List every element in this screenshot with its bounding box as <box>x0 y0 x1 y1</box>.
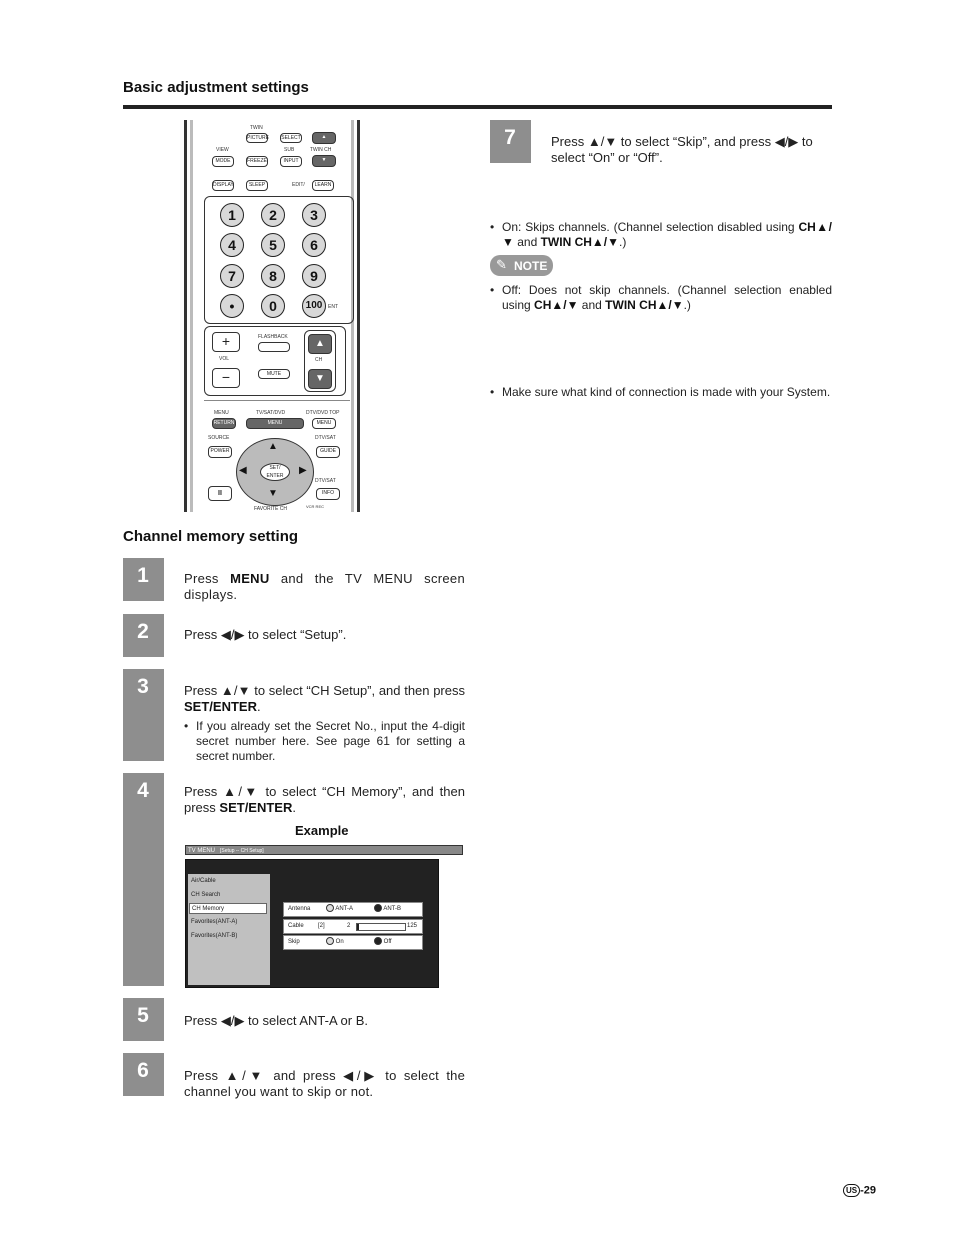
step-2-bar <box>123 614 164 657</box>
tv-menu-body <box>185 859 439 988</box>
remote-label-twin-ch: TWIN CH <box>310 147 332 153</box>
remote-label-source: SOURCE <box>208 435 230 441</box>
region-badge: US <box>843 1184 860 1197</box>
tv-menu-antenna-row[interactable]: Antenna ANT-A ANT-B <box>283 902 423 917</box>
remote-number-0[interactable]: 0 <box>261 294 285 318</box>
remote-label-twin: TWIN <box>250 125 263 131</box>
remote-mute-button[interactable]: MUTE <box>258 369 290 379</box>
step-1-bar <box>123 558 164 601</box>
tv-menu-item-air-cable[interactable]: Air/Cable <box>191 878 216 884</box>
remote-number-7[interactable]: 7 <box>220 264 244 288</box>
remote-picture-button[interactable]: PICTURE <box>247 135 269 141</box>
remote-dpad-right-icon[interactable]: ▶ <box>299 465 307 476</box>
step-7-number: 7 <box>504 126 516 149</box>
tv-menu-item-favorites-ant-b[interactable]: Favorites(ANT-B) <box>191 933 238 939</box>
radio-ant-b-icon[interactable] <box>374 904 382 912</box>
note-text: • Make sure what kind of connection is made with your System. <box>490 385 832 400</box>
remote-info-button[interactable]: INFO <box>316 488 340 500</box>
remote-dpad-down-icon[interactable]: ▼ <box>268 488 278 499</box>
step-1-number: 1 <box>137 564 149 587</box>
remote-twin-up-button[interactable]: ▲ <box>312 132 336 144</box>
radio-skip-on-icon[interactable] <box>326 937 334 945</box>
remote-label-edit: EDIT/ <box>292 182 305 188</box>
radio-ant-a-icon[interactable] <box>326 904 334 912</box>
remote-mode-button[interactable]: MODE <box>212 156 234 167</box>
radio-skip-off-icon[interactable] <box>374 937 382 945</box>
remote-dpad-up-icon[interactable]: ▲ <box>268 441 278 452</box>
step-7-bar <box>490 120 531 163</box>
remote-menu-button[interactable]: MENU <box>246 418 304 429</box>
remote-label-view: VIEW <box>216 147 229 153</box>
remote-number-8[interactable]: 8 <box>261 264 285 288</box>
remote-select-button[interactable]: SELECT <box>281 135 301 141</box>
remote-divider <box>204 400 350 401</box>
remote-label-tv-sat-dvd: TV/SAT/DVD <box>256 410 286 416</box>
step-1-text: Press MENU and the TV MENU screen displays. <box>184 571 465 602</box>
remote-number-1[interactable]: 1 <box>220 203 244 227</box>
tv-menu-cable-row[interactable]: Cable [2] 2 125 <box>283 919 423 934</box>
remote-learn-button[interactable]: LEARN <box>312 180 334 191</box>
remote-return-button[interactable]: RETURN <box>212 418 236 429</box>
tv-menu-title-bar: TV MENU [Setup -- CH Setup] <box>185 845 463 855</box>
remote-number-5[interactable]: 5 <box>261 233 285 257</box>
step-3-text: Press ▲/▼ to select “CH Setup”, and then press SET/ENTER. <box>184 683 465 714</box>
step-6-number: 6 <box>137 1059 149 1082</box>
remote-control-illustration <box>184 120 360 512</box>
step-4-text: Press ▲/▼ to select “CH Memory”, and then press SET/ENTER. <box>184 784 465 815</box>
tv-menu-example <box>185 845 465 986</box>
step-2-number: 2 <box>137 620 149 643</box>
tv-menu-skip-row[interactable]: Skip On Off <box>283 935 423 950</box>
example-label: Example <box>295 823 349 838</box>
remote-display-button[interactable]: DISPLAY <box>212 180 234 191</box>
remote-pause-button[interactable]: II <box>208 486 232 501</box>
step-4-number: 4 <box>137 779 149 802</box>
remote-100-button[interactable]: 100 <box>302 294 326 318</box>
remote-freeze-button[interactable]: FREEZE <box>246 156 268 167</box>
remote-label-vol: VOL <box>219 356 230 362</box>
step-7-off-bullet: • Off: Does not skip channels. (Channel selection enabled using CH▲/▼ and TWIN CH▲/▼.) <box>490 283 832 313</box>
page-number: US -29 <box>843 1184 876 1197</box>
step-3-note: • If you already set the Secret No., input the 4-digit secret number here. See page 61 for setting a secret number. <box>184 719 465 764</box>
step-5-text: Press ◀/▶ to select ANT-A or B. <box>184 1013 368 1028</box>
step-2-text: Press ◀/▶ to select “Setup”. <box>184 627 347 642</box>
remote-label-dtv-dvd-top: DTV/DVD TOP <box>306 410 340 416</box>
remote-ch-up-button[interactable]: ▲ <box>308 334 332 354</box>
remote-input-button[interactable]: INPUT <box>280 156 302 167</box>
remote-label-vcr-rec: VCR REC <box>306 504 325 509</box>
remote-label-ch: CH <box>315 357 323 363</box>
remote-number-2[interactable]: 2 <box>261 203 285 227</box>
remote-label-ent: ENT <box>328 304 338 310</box>
remote-label-dtv-sat: DTV/SAT <box>315 435 336 441</box>
remote-dpad-left-icon[interactable]: ◀ <box>239 465 247 476</box>
tv-menu-item-favorites-ant-a[interactable]: Favorites(ANT-A) <box>191 919 238 925</box>
channel-memory-title: Channel memory setting <box>123 528 299 545</box>
header-rule <box>123 105 832 109</box>
remote-label-menu: MENU <box>214 410 229 416</box>
step-3-number: 3 <box>137 675 149 698</box>
remote-dot-button[interactable]: • <box>220 294 244 318</box>
note-badge <box>490 255 553 276</box>
remote-label-dtv-sat-2: DTV/SAT <box>315 478 336 484</box>
step-4-bar <box>123 773 164 986</box>
step-6-text: Press ▲/▼ and press ◀/▶ to select the channel you want to skip or not. <box>184 1068 465 1099</box>
remote-ch-down-button[interactable]: ▼ <box>308 369 332 389</box>
tv-menu-item-ch-search[interactable]: CH Search <box>191 892 221 898</box>
remote-sleep-button[interactable]: SLEEP <box>246 180 268 191</box>
remote-vol-down-button[interactable]: − <box>212 368 240 388</box>
remote-power-button[interactable]: POWER <box>208 446 232 458</box>
pencil-icon: ✎ <box>496 257 507 272</box>
remote-number-6[interactable]: 6 <box>302 233 326 257</box>
remote-number-4[interactable]: 4 <box>220 233 244 257</box>
remote-number-9[interactable]: 9 <box>302 264 326 288</box>
remote-top-menu-button[interactable]: MENU <box>312 418 336 429</box>
remote-flashback-button[interactable] <box>258 342 290 352</box>
cable-slider[interactable] <box>356 923 406 931</box>
remote-label-flashback: FLASHBACK <box>258 334 288 340</box>
step-7-on-bullet: • On: Skips channels. (Channel selection disabled using CH▲/▼ and TWIN CH▲/▼.) <box>490 220 832 250</box>
step-3-bar <box>123 669 164 761</box>
remote-twin-down-button[interactable]: ▼ <box>312 155 336 167</box>
remote-set-enter-button[interactable]: SET/ ENTER <box>260 463 290 481</box>
remote-label-sub: SUB <box>284 147 295 153</box>
remote-vol-up-button[interactable]: + <box>212 332 240 352</box>
step-7-text: Press ▲/▼ to select “Skip”, and press ◀/▶ to select “On” or “Off”. <box>551 134 813 165</box>
page-section-title: Basic adjustment settings <box>123 79 309 96</box>
step-5-number: 5 <box>137 1004 149 1027</box>
note-label: NOTE <box>514 259 548 273</box>
tv-menu-item-ch-memory[interactable]: CH Memory <box>189 903 267 914</box>
remote-number-3[interactable]: 3 <box>302 203 326 227</box>
remote-guide-button[interactable]: GUIDE <box>316 446 340 458</box>
step-5-bar <box>123 998 164 1041</box>
step-6-bar <box>123 1053 164 1096</box>
remote-label-favorite-ch: FAVORITE CH <box>254 506 287 512</box>
